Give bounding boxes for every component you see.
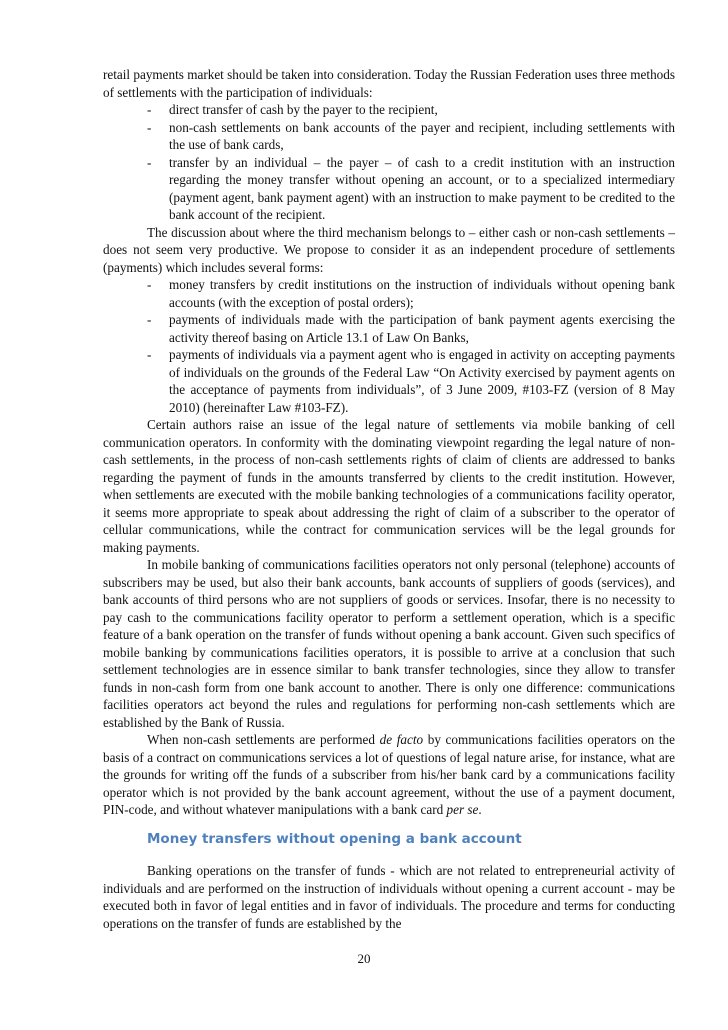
body-paragraph: When non-cash settlements are performed de facto by communications facilities operators on the basis of a contract on communications services a lot of questions of legal nature arise, for instance, what are the grounds for writing off the funds of a subscriber from his/her bank card by a communications facility operator which is not provided by the bank account agreement, without the use of a payment document, PIN-code, and without whatever manipulations with a bank card per se.: [103, 732, 676, 817]
list-item: - money transfers by credit institutions on the instruction of individuals without opening bank accounts (with the exception of postal orders);: [147, 277, 675, 310]
document-page: [103, 66, 675, 932]
dash-bullet: -: [147, 312, 152, 327]
emphasis: de facto: [379, 732, 424, 747]
list-item: - non-cash settlements on bank accounts of the payer and recipient, including settlements with the use of bank cards,: [147, 119, 675, 152]
body-paragraph: Certain authors raise an issue of the legal nature of settlements via mobile banking of cell communication operators. In conformity with the dominating viewpoint regarding the legal nature of non-cash settlements, in the process of non-cash settlements rights of claim of clients are addressed to banks regarding the payment of funds in the amounts transferred by clients to the credit institution. However, when settlements are executed with the mobile banking technologies of a communications facility operator, it seems more appropriate to speak about addressing the right of claim of a subscriber to the operator of cellular communications, while the contract for communication services will be the legal grounds for making payments.: [103, 417, 675, 555]
list-item: - payments of individuals made with the participation of bank payment agents exercising the activity thereof basing on Article 13.1 of Law On Banks,: [147, 312, 675, 345]
dash-bullet: -: [147, 119, 152, 135]
section-heading: Money transfers without opening a bank account: [147, 830, 522, 847]
dash-bullet: -: [147, 347, 152, 362]
body-paragraph: Banking operations on the transfer of funds - which are not related to entrepreneurial activity of individuals and are performed on the instruction of individuals without opening a current account - may be executed both in favor of legal entities and in favor of individuals. The procedure and terms for conducting operations on the transfer of funds are established by the: [103, 863, 675, 931]
body-paragraph: In mobile banking of communications facilities operators not only personal (telephone) accounts of subscribers may be used, but also their bank accounts, bank accounts of suppliers of goods (services), and bank accounts of third persons who are not suppliers of goods or services. Insofar, there is no necessity to pay cash to the communications facility operator to perform a settlement operation, which is a specific feature of a bank operation on the transfer of funds without opening a bank account. Given such specifics of mobile banking by communications facilities operators, it is possible to arrive at a conclusion that such settlement technologies are in essence similar to bank transfer technologies, since they allow to transfer funds in non-cash form from one bank account to another. There is only one difference: communications facilities operators act beyond the rules and regulations for performing non-cash settlements which are established by the Bank of Russia.: [103, 557, 675, 730]
body-paragraph: The discussion about where the third mechanism belongs to – either cash or non-cash settlements – does not seem very productive. We propose to consider it as an independent procedure of settlements (payments) which includes several forms:: [103, 224, 675, 275]
settlement-methods-list: [103, 101, 675, 224]
list-item: - direct transfer of cash by the payer to the recipient,: [147, 102, 438, 117]
list-item: - transfer by an individual – the payer – of cash to a credit institution with an instruction regarding the money transfer without opening an account, or to a specialized intermediary (payment agent, bank payment agent) with an instruction to make payment to be credited to the bank account of the recipient.: [147, 154, 675, 222]
dash-bullet: -: [147, 102, 152, 117]
dash-bullet: -: [147, 154, 152, 170]
intro-paragraph: retail payments market should be taken into consideration. Today the Russian Federation uses three methods of settlements with the participation of individuals:: [103, 67, 675, 100]
dash-bullet: -: [147, 277, 152, 292]
list-item: - payments of individuals via a payment agent who is engaged in activity on accepting payments of individuals on the grounds of the Federal Law “On Activity exercised by payment agents on the acceptance of payments from individuals”, of 3 June 2009, #103-FZ (version of 8 May 2010) (hereinafter Law #103-FZ).: [147, 347, 675, 415]
payment-forms-list: [103, 276, 675, 416]
emphasis: per se: [446, 802, 479, 817]
page-number: 20: [357, 951, 371, 966]
